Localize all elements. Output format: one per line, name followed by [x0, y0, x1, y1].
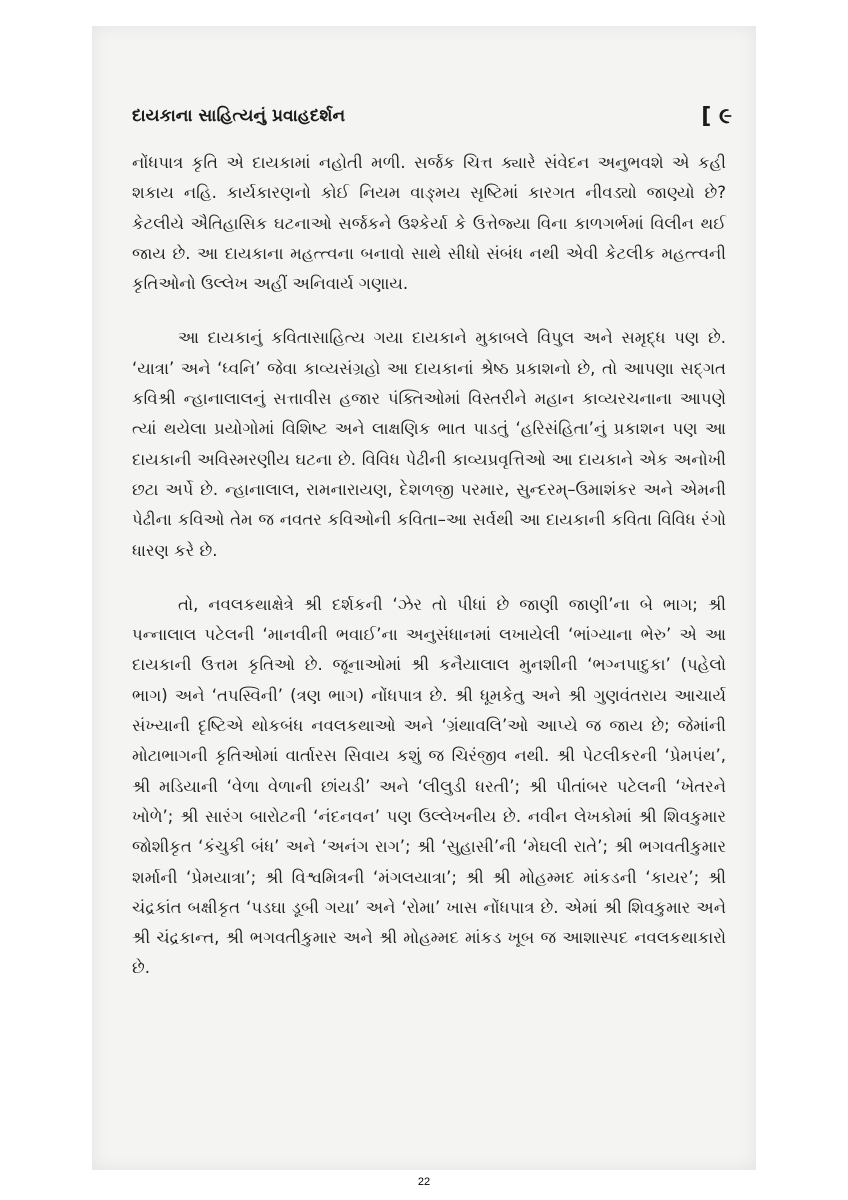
chapter-title: દાયકાના સાહિત્યનું પ્રવાહદર્શન — [132, 106, 346, 126]
pdf-page-number: 22 — [417, 1176, 431, 1188]
paragraph-novels: તો, નવલકથાક્ષેત્રે શ્રી દર્શકની ‘ઝેર તો પીધાં છે જાણી જાણી’ના બે ભાગ; શ્રી પન્નાલાલ પટેલની ‘માનવીની ભવાઈ’ના અનુસંધાનમાં લખાયેલી ‘ભાંગ્યાના ભેરુ’ એ આ દાયકાની ઉત્તમ કૃતિઓ છે. જૂનાઓમાં શ્રી કનૈયાલાલ મુનશીની ‘ભગ્નપાદુકા’ (પહેલો ભાગ) અને ‘તપસ્વિની’ (ત્રણ ભાગ) નોંધપાત્ર છે. શ્રી ધૂમકેતુ અને શ્રી ગુણવંતરાય આચાર્ય સંખ્યાની દૃષ્ટિએ થોકબંધ નવલકથાઓ અને ‘ગ્રંથાવલિ’ઓ આપ્યે જ જાય છે; જેમાંની મોટાભાગની કૃતિઓમાં વાર્તારસ સિવાય કશું જ ચિરંજીવ નથી. શ્રી પેટલીકરની ‘પ્રેમપંથ’, શ્રી મડિયાની ‘વેળા વેળાની છાંયડી’ અને ‘લીલુડી ધરતી’; શ્રી પીતાંબર પટેલની ‘ખેતરને ખોળે’; શ્રી સારંગ બારોટની ‘નંદનવન’ પણ ઉલ્લેખનીય છે. નવીન લેખકોમાં શ્રી શિવકુમાર જોશીકૃત ‘કંચુકી બંધ’ અને ‘અનંગ રાગ’; શ્રી ‘સુહાસી’ની ‘મેઘલી રાતે’; શ્રી ભગવતીકુમાર શર્માની ‘પ્રેમયાત્રા’; શ્રી વિશ્વમિત્રની ‘મંગલયાત્રા’; શ્રી શ્રી મોહમ્મદ માંકડની ‘કાયર’; શ્રી ચંદ્રકાંત બક્ષીકૃત ‘પડઘા ડૂબી ગયા’ અને ‘રોમા’ ખાસ નોંધપાત્ર છે. એમાં શ્રી શિવકુમાર અને શ્રી ચંદ્રકાન્ત, શ્રી ભગવતીકુમાર અને શ્રી મોહમ્મદ માંકડ ખૂબ જ આશાસ્પદ નવલકથાકારો છે. — [132, 594, 726, 978]
running-header — [132, 106, 732, 136]
paragraph-continuation: નોંધપાત્ર કૃતિ એ દાયકામાં નહોતી મળી. સર્જક ચિત્ત ક્યારે સંવેદન અનુભવશે એ કહી શકાય નહિ. કાર્યકારણનો કોઈ નિયમ વાઙ્મય સૃષ્ટિમાં કારગત નીવડ્યો જાણ્યો છે? કેટલીયે ઐતિહાસિક ઘટનાઓ સર્જકને ઉશ્કેર્યા કે ઉત્તેજ્યા વિના કાળગર્ભમાં વિલીન થઈ જાય છે. આ દાયકાના મહત્ત્વના બનાવો સાથે સીધો સંબંધ નથી એવી કેટલીક મહત્ત્વની કૃતિઓનો ઉલ્લેખ અહીં અનિવાર્ય ગણાય. — [132, 153, 726, 294]
paragraph-poetry: આ દાયકાનું કવિતાસાહિત્ય ગયા દાયકાને મુકાબલે વિપુલ અને સમૃદ્ધ પણ છે. ‘યાત્રા’ અને ‘ધ્વનિ’ જેવા કાવ્યસંગ્રહો આ દાયકાનાં શ્રેષ્ઠ પ્રકાશનો છે, તો આપણા સદ્ગત કવિશ્રી ન્હાનાલાલનું સત્તાવીસ હજાર પંક્તિઓમાં વિસ્તરીને મહાન કાવ્યરચનાના આપણે ત્યાં થયેલા પ્રયોગોમાં વિશિષ્ટ અને લાક્ષણિક ભાત પાડતું ‘હરિસંહિતા’નું પ્રકાશન પણ આ દાયકાની અવિસ્મરણીય ઘટના છે. વિવિધ પેઢીની કાવ્યપ્રવૃત્તિઓ આ દાયકાને એક અનોખી છટા અર્પે છે. ન્હાનાલાલ, રામનારાયણ, દેશળજી પરમાર, સુન્દરમ્–ઉમાશંકર અને એમની પેઢીના કવિઓ તેમ જ નવતર કવિઓની કવિતા–આ સર્વથી આ દાયકાની કવિતા વિવિધ રંગો ધારણ કરે છે. — [132, 328, 726, 560]
page-marker: [ ૯ — [701, 104, 732, 129]
body-text — [132, 148, 726, 1008]
scanned-book-page — [92, 26, 756, 1170]
